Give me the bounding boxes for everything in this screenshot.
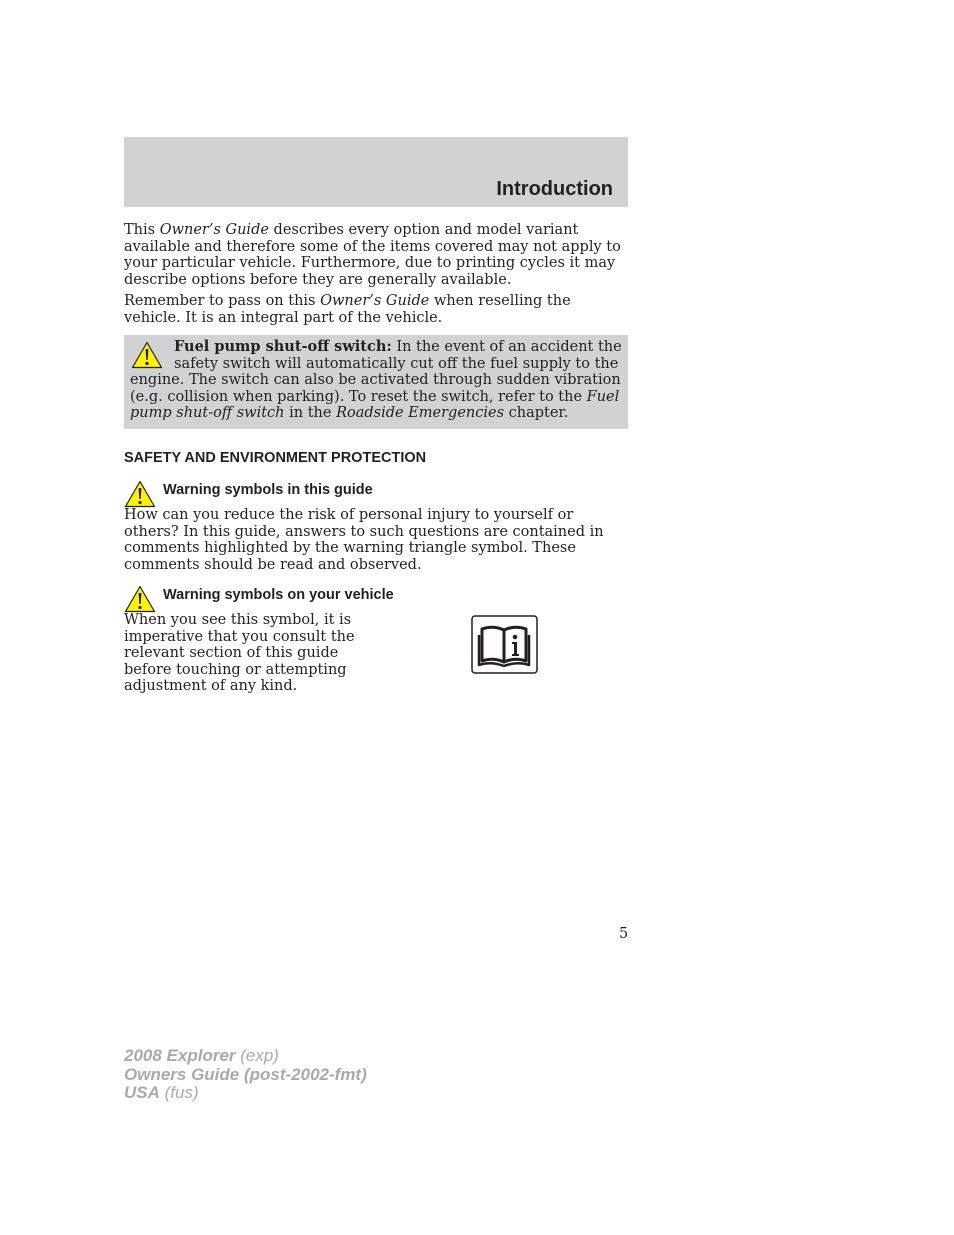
section-heading: SAFETY AND ENVIRONMENT PROTECTION	[124, 450, 427, 466]
warning-symbols-vehicle-text: When you see this symbol, it is imperative that you consult the relevant section of this guide before touching or attempting adjustment of any kind.	[124, 612, 355, 694]
warning-symbols-guide-text: How can you reduce the risk of personal injury to yourself or others? In this guide, answers to such questions are contained in comments highlighted by the warning triangle symbol. These comments should be read and observed.	[124, 507, 604, 573]
fuel-pump-warning-box	[124, 335, 628, 429]
subheading-warning-symbols-guide: Warning symbols in this guide	[163, 482, 373, 498]
chapter-header	[124, 137, 628, 207]
footer-line-3: USA (fus)	[124, 1083, 199, 1102]
subheading-warning-symbols-vehicle: Warning symbols on your vehicle	[163, 587, 394, 603]
footer-line-1: 2008 Explorer (exp)	[124, 1046, 279, 1065]
warning-triangle-icon	[124, 480, 156, 508]
chapter-title: Introduction	[496, 178, 613, 200]
warning-triangle-icon	[124, 585, 156, 613]
owner-guide-book-icon	[471, 615, 538, 674]
footer-line-2: Owners Guide (post-2002-fmt)	[124, 1064, 367, 1084]
intro-paragraph-1: This Owner’s Guide describes every option and model variant available and therefore some of the items covered may not apply to your particular vehicle. Furthermore, due to printing cycles it may describe options before they are generally available.	[124, 222, 621, 288]
intro-paragraph-2: Remember to pass on this Owner’s Guide when reselling the vehicle. It is an integral part of the vehicle.	[124, 293, 571, 326]
document-footer	[124, 1047, 367, 1103]
page-number: 5	[619, 926, 629, 942]
fuel-pump-warning-text: Fuel pump shut-off switch: In the event of an accident the safety switch will automatically cut off the fuel supply to the engine. The switch can also be activated through sudden vibration (e.g. collision when parking). To reset the switch, refer to the Fuel pump shut-off switch in the Roadside Emergencies chapter.	[130, 338, 622, 421]
